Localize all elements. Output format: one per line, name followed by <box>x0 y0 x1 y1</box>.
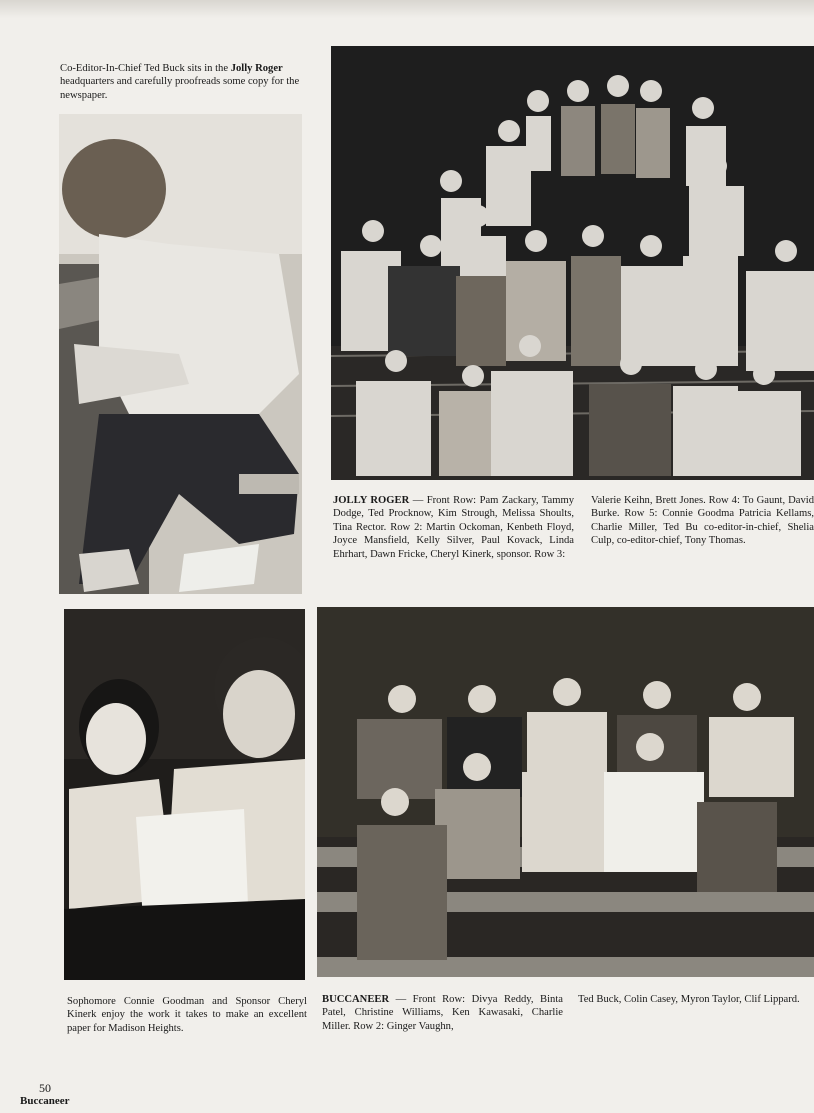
caption-buccaneer-col2: Ted Buck, Colin Casey, Myron Taylor, Clif Lippard. <box>578 994 800 1005</box>
page-number: 50 <box>39 1081 51 1095</box>
photo-buccaneer-staff <box>317 607 814 977</box>
caption-bold-jolly-roger: Jolly Roger <box>230 63 283 74</box>
section-name: Buccaneer <box>20 1095 70 1107</box>
photo-jolly-roger-staff <box>331 46 814 480</box>
caption-buccaneer-col1: BUCCANEER — Front Row: Divya Reddy, Binta Patel, Christine Williams, Ken Kawasaki, Charlie Miller. Row 2: Ginger Vaughn, <box>322 994 563 1032</box>
photo-ted-buck-proofreading <box>59 114 302 594</box>
caption-heading-buccaneer: BUCCANEER <box>322 994 390 1005</box>
photo-goodman-and-kinerk <box>64 609 305 980</box>
caption-heading-jolly-roger: JOLLY ROGER <box>333 495 410 506</box>
caption-jolly-roger-col2: Valerie Keihn, Brett Jones. Row 4: To Gaunt, David Burke. Row 5: Connie Goodma Patricia Kellams, Charlie Miller, Ted Bu co-editor-in-chief, Shelia Culp, co-editor-chief, Tony Thomas. <box>591 495 814 547</box>
caption-goodman-kinerk: Sophomore Connie Goodman and Sponsor Cheryl Kinerk enjoy the work it takes to make an excellent paper for Madison Heights. <box>67 996 307 1034</box>
caption-jolly-roger-col1: JOLLY ROGER — Front Row: Pam Zackary, Tammy Dodge, Ted Procknow, Kim Strough, Melissa Shoults, Tina Rector. Row 2: Martin Ockoman, Kenbeth Floyd, Joyce Mansfield, Kelly Silver, Paul Kovack, Linda Ehrhart, Dawn Fricke, Cheryl Kinerk, sponsor. Row 3: <box>333 495 574 560</box>
caption-ted-buck: Co-Editor-In-Chief Ted Buck sits in the Jolly Roger headquarters and carefully proofreads some copy for the newspaper. <box>60 63 300 101</box>
page-top-shadow <box>0 0 814 18</box>
